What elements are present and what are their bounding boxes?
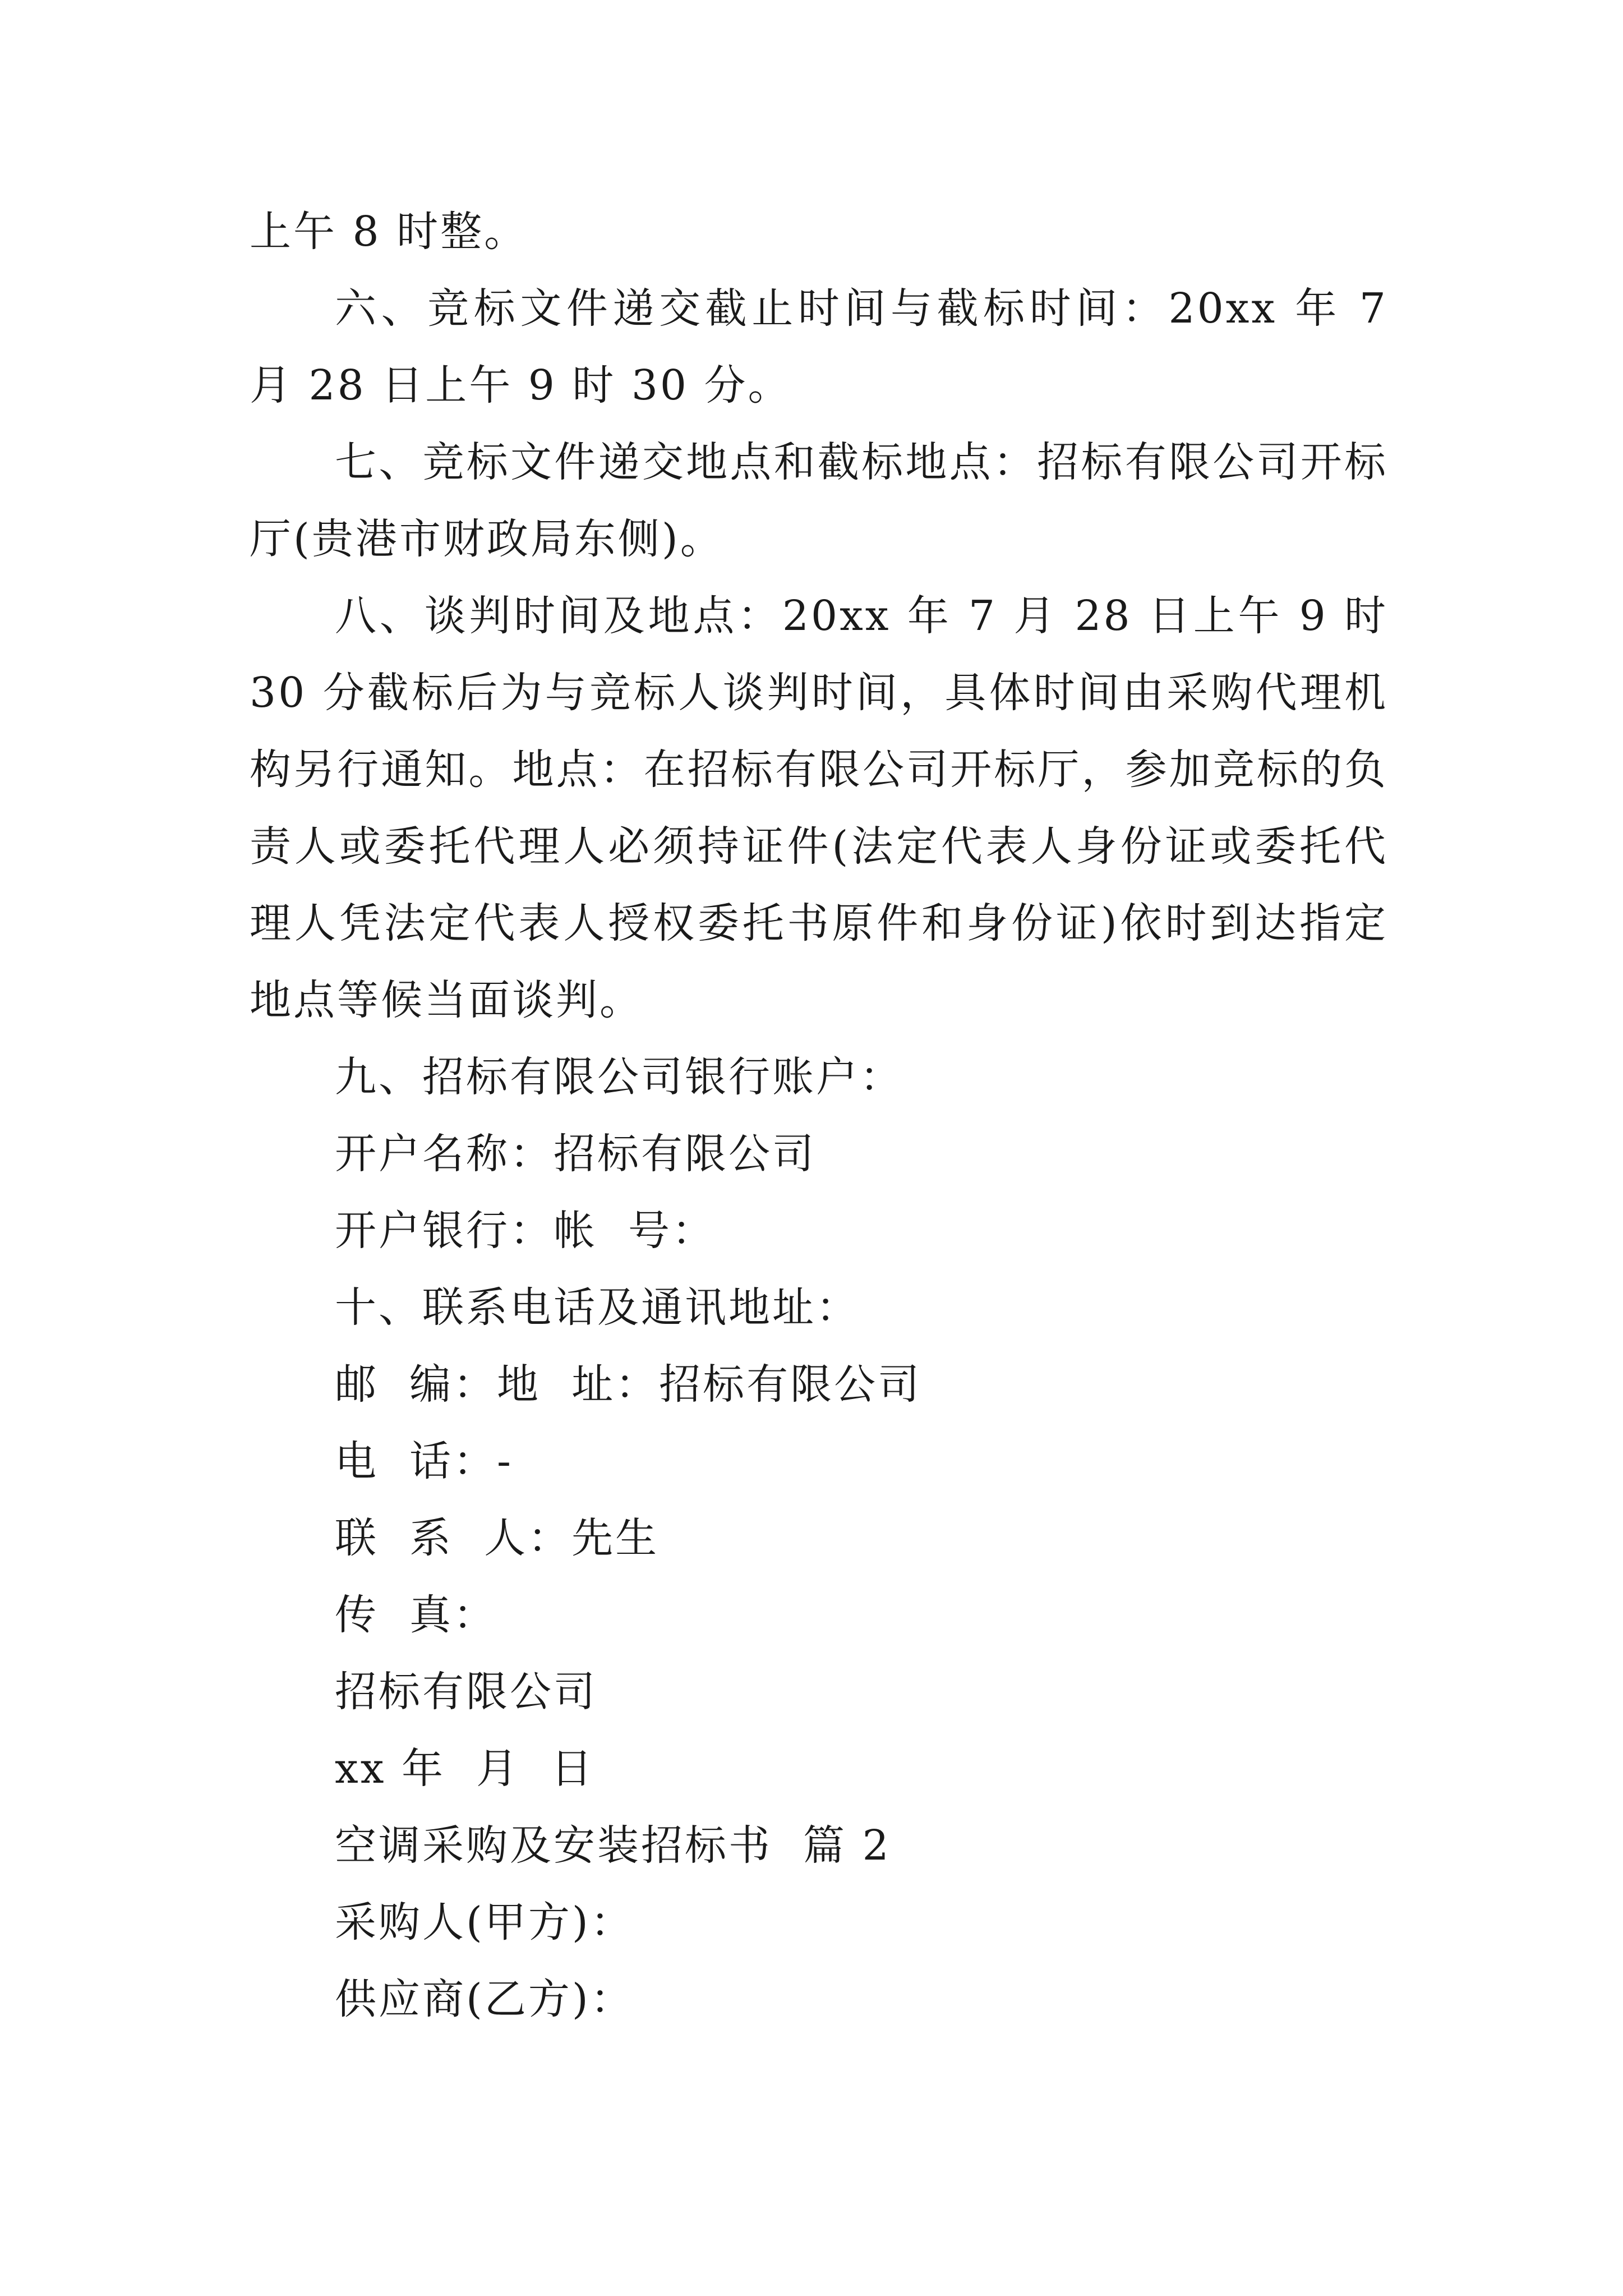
postcode-address-line: 邮 编：地 址：招标有限公司 [335, 1360, 922, 1409]
document-page [250, 194, 1388, 2038]
paragraph-section-6: 六、竞标文件递交截止时间与截标时间：20xx 年 7 月 28 日上午 9 时 30 分。 [250, 284, 1388, 409]
account-name-line: 开户名称：招标有限公司 [335, 1130, 816, 1178]
fax-line: 传 真： [335, 1591, 497, 1639]
signature-company: 招标有限公司 [335, 1668, 597, 1716]
signature-date: xx 年 月 日 [335, 1745, 595, 1793]
paragraph-section-8: 八、谈判时间及地点：20xx 年 7 月 28 日上午 9 时 30 分截标后为与竞标人谈判时间，具体时间由采购代理机构另行通知。地点：在招标有限公司开标厅，参加竞标的负责人或委托代理人必须持证件(法定代表人身份证或委托代理人凭法定代表人授权委托书原件和身份证)依时到达指定地点等候当面谈判。 [250, 592, 1388, 1024]
paragraph-section-7: 七、竞标文件递交地点和截标地点：招标有限公司开标厅(贵港市财政局东侧)。 [250, 438, 1388, 563]
paragraph-continuation: 上午 8 时整。 [250, 208, 528, 256]
purchaser-line: 采购人(甲方)： [335, 1898, 634, 1947]
supplier-line: 供应商(乙方)： [335, 1975, 634, 2023]
document-title-part-2: 空调采购及安装招标书 篇 2 [335, 1821, 891, 1870]
heading-contact-info: 十、联系电话及通讯地址： [335, 1283, 860, 1332]
contact-person-line: 联 系 人：先生 [335, 1514, 660, 1562]
phone-line: 电 话：- [335, 1437, 514, 1485]
bank-and-account-number-line: 开户银行：帐 号： [335, 1207, 716, 1255]
heading-bank-account: 九、招标有限公司银行账户： [335, 1053, 903, 1101]
